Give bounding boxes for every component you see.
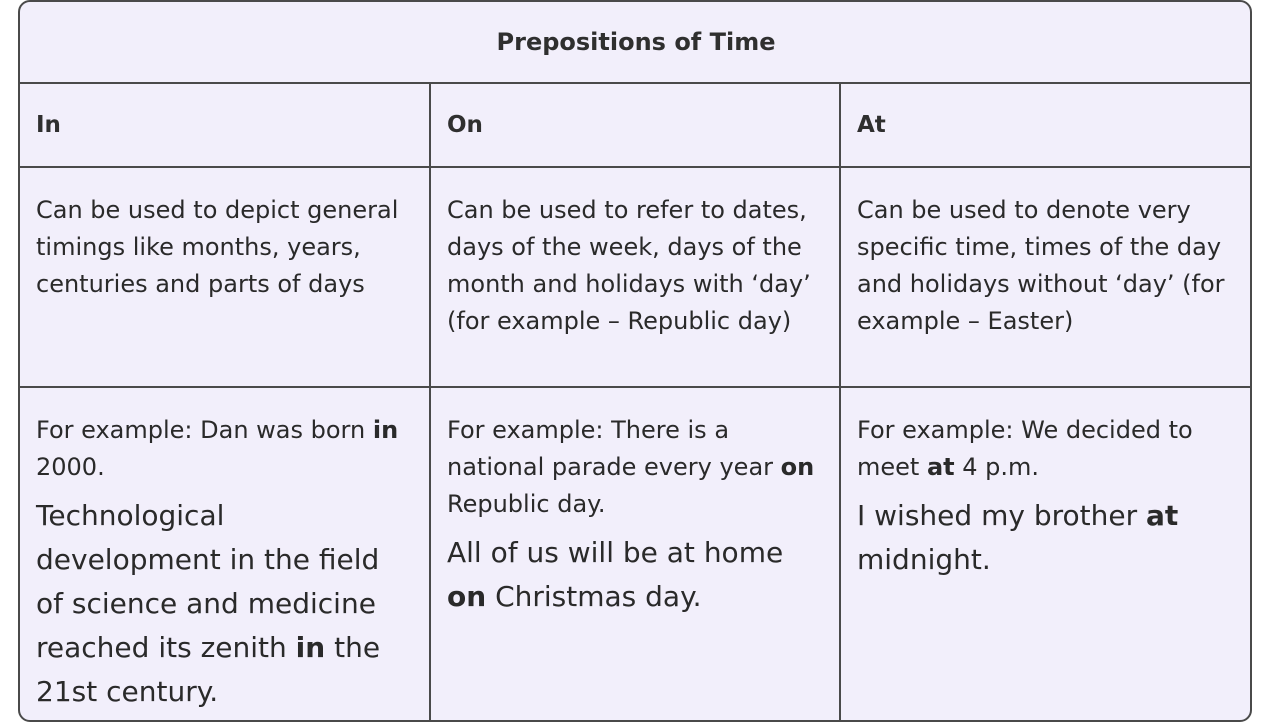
- examples-on: [430, 387, 840, 720]
- header-row: [20, 83, 1250, 167]
- description-in: Can be used to depict general timings like months, years, centuries and parts of days: [20, 167, 430, 387]
- example-row: [20, 387, 1250, 720]
- example-sentence: For example: Dan was born in 2000.: [36, 416, 399, 481]
- description-row: [20, 167, 1250, 387]
- examples-in: [20, 387, 430, 720]
- example-sentence: I wished my brother at midnight.: [857, 499, 1179, 576]
- title-row: [20, 2, 1250, 83]
- prepositions-table: [18, 0, 1252, 722]
- prepositions-grid: [20, 2, 1250, 720]
- header-in: In: [20, 83, 430, 167]
- example-sentence: All of us will be at home on Christmas day.: [447, 536, 784, 613]
- header-on: On: [430, 83, 840, 167]
- example-sentence: For example: We decided to meet at 4 p.m.: [857, 416, 1193, 481]
- example-sentence: Technological development in the field of science and medicine reached its zenith in the 21st century.: [36, 499, 381, 708]
- preposition-highlight: at: [926, 453, 955, 481]
- preposition-highlight: on: [780, 453, 815, 481]
- table-title: Prepositions of Time: [20, 2, 1250, 83]
- preposition-highlight: in: [372, 416, 399, 444]
- preposition-highlight: on: [447, 580, 487, 613]
- preposition-highlight: at: [1145, 499, 1179, 532]
- preposition-highlight: in: [295, 631, 326, 664]
- example-sentence: For example: There is a national parade every year on Republic day.: [447, 416, 815, 518]
- description-on: Can be used to refer to dates, days of the week, days of the month and holidays with ‘day’ (for example – Republic day): [430, 167, 840, 387]
- examples-at: [840, 387, 1250, 720]
- description-at: Can be used to denote very specific time, times of the day and holidays without ‘day’ (for example – Easter): [840, 167, 1250, 387]
- header-at: At: [840, 83, 1250, 167]
